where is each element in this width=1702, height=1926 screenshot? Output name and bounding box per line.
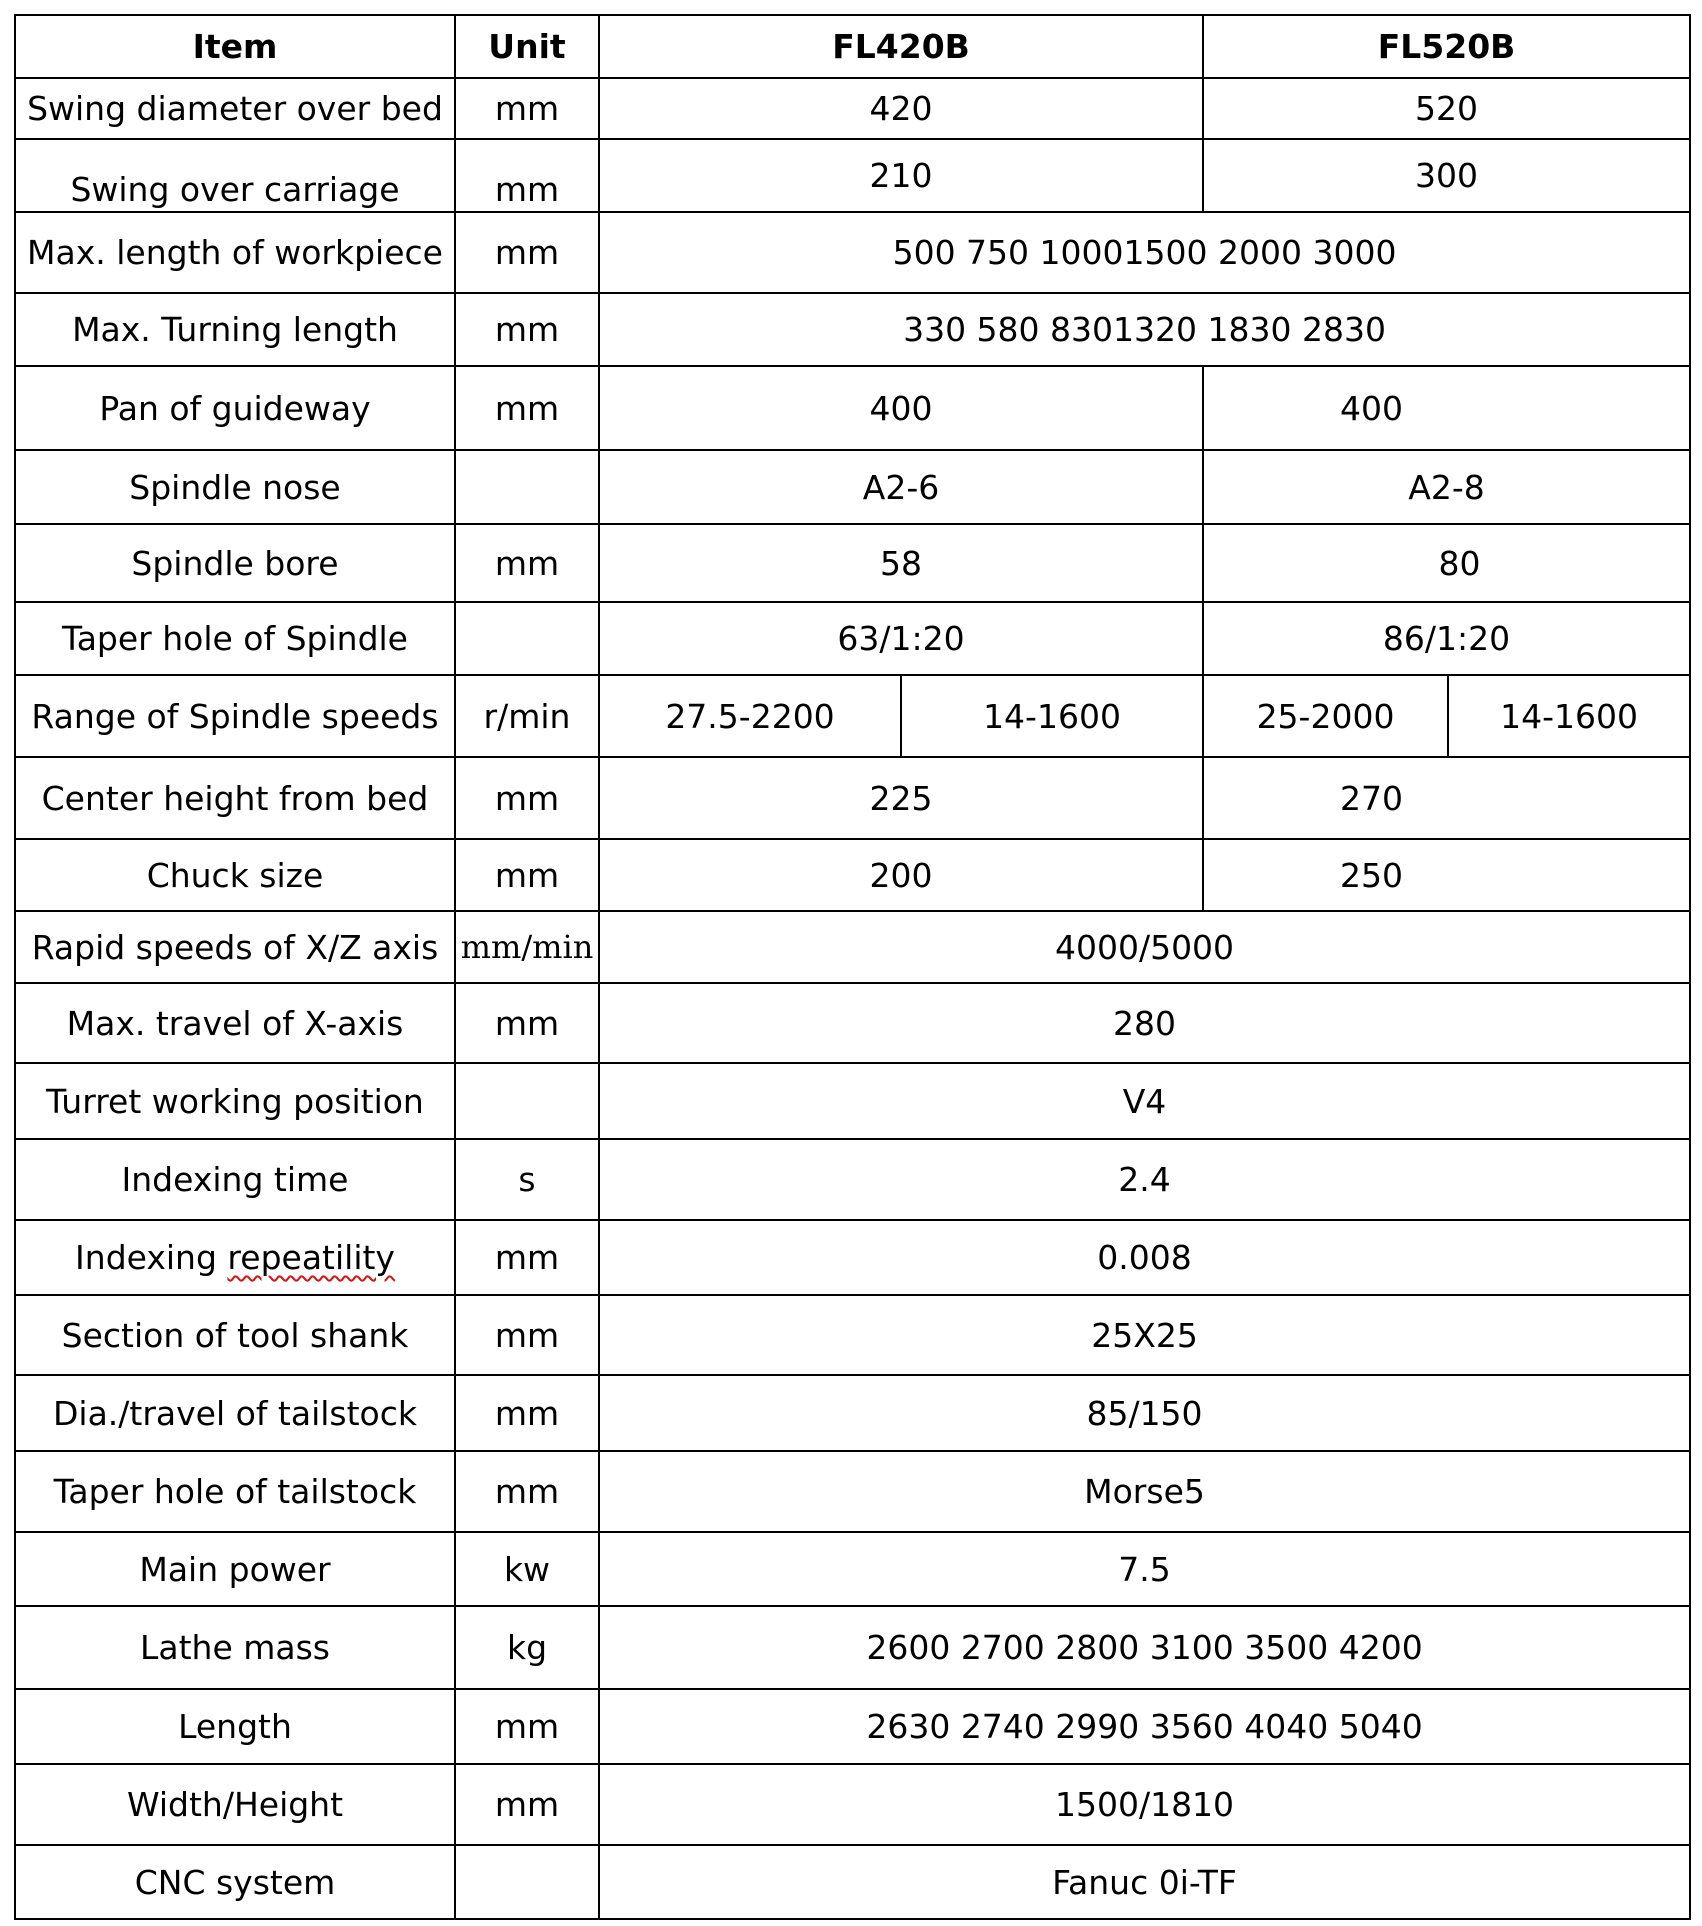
shared-value: 330 580 8301320 1830 2830 (599, 293, 1690, 366)
spellcheck-flagged-word: repeatility (227, 1238, 395, 1277)
table-row (15, 293, 1690, 366)
item-cell: Section of tool shank (15, 1295, 455, 1375)
item-cell: Spindle bore (15, 524, 455, 602)
table-row (15, 78, 1690, 139)
table-row (15, 1451, 1690, 1532)
table-row (15, 757, 1690, 839)
unit-cell: mm (455, 1220, 599, 1295)
unit-cell: mm (455, 293, 599, 366)
fl420b-speed-b: 14-1600 (901, 675, 1203, 757)
table-row (15, 1532, 1690, 1606)
table-row (15, 212, 1690, 293)
unit-cell: mm (455, 1689, 599, 1764)
unit-cell: mm/min (455, 911, 599, 983)
item-cell: Swing over carriage (15, 139, 455, 212)
unit-cell: kw (455, 1532, 599, 1606)
table-row (15, 839, 1690, 911)
shared-value: 1500/1810 (599, 1764, 1690, 1845)
item-cell: Taper hole of Spindle (15, 602, 455, 675)
fl520b-value: 80 (1203, 524, 1690, 602)
fl520b-speed-c: 25-2000 (1203, 675, 1448, 757)
unit-cell: mm (455, 524, 599, 602)
item-cell: CNC system (15, 1845, 455, 1919)
header-unit: Unit (455, 15, 599, 78)
header-model-fl520b: FL520B (1203, 15, 1690, 78)
fl520b-value: 270 (1203, 757, 1690, 839)
item-cell: Max. length of workpiece (15, 212, 455, 293)
table-row (15, 1764, 1690, 1845)
item-cell: Swing diameter over bed (15, 78, 455, 139)
table-row (15, 1375, 1690, 1451)
item-cell: Max. travel of X-axis (15, 983, 455, 1063)
unit-cell: mm (455, 1451, 599, 1532)
item-prefix: Indexing (75, 1238, 228, 1277)
table-row (15, 1689, 1690, 1764)
unit-cell: mm (455, 983, 599, 1063)
shared-value: Morse5 (599, 1451, 1690, 1532)
unit-cell: mm (455, 1764, 599, 1845)
unit-cell: mm (455, 139, 599, 212)
item-cell (15, 1220, 455, 1295)
table-row (15, 139, 1690, 212)
table-row (15, 602, 1690, 675)
table-row (15, 366, 1690, 450)
unit-cell: kg (455, 1606, 599, 1689)
item-cell: Main power (15, 1532, 455, 1606)
unit-cell: mm (455, 78, 599, 139)
item-cell: Length (15, 1689, 455, 1764)
unit-cell: s (455, 1139, 599, 1220)
fl420b-value: 58 (599, 524, 1203, 602)
unit-cell: mm (455, 757, 599, 839)
shared-value: 2.4 (599, 1139, 1690, 1220)
table-row (15, 450, 1690, 524)
item-cell: Indexing time (15, 1139, 455, 1220)
unit-cell (455, 1063, 599, 1139)
shared-value: 7.5 (599, 1532, 1690, 1606)
unit-cell: mm (455, 366, 599, 450)
item-cell: Taper hole of tailstock (15, 1451, 455, 1532)
shared-value: 25X25 (599, 1295, 1690, 1375)
table-row (15, 1063, 1690, 1139)
table-row (15, 1220, 1690, 1295)
unit-cell: mm (455, 1375, 599, 1451)
item-cell: Spindle nose (15, 450, 455, 524)
table-row (15, 1295, 1690, 1375)
header-model-fl420b: FL420B (599, 15, 1203, 78)
fl520b-value: 520 (1203, 78, 1690, 139)
shared-value: 4000/5000 (599, 911, 1690, 983)
item-cell: Rapid speeds of X/Z axis (15, 911, 455, 983)
shared-value: 2600 2700 2800 3100 3500 4200 (599, 1606, 1690, 1689)
fl520b-speed-d: 14-1600 (1448, 675, 1690, 757)
table-row (15, 1139, 1690, 1220)
fl420b-value: A2-6 (599, 450, 1203, 524)
item-cell: Width/Height (15, 1764, 455, 1845)
unit-cell (455, 450, 599, 524)
table-row (15, 983, 1690, 1063)
shared-value: 280 (599, 983, 1690, 1063)
unit-cell: mm (455, 212, 599, 293)
shared-value: 85/150 (599, 1375, 1690, 1451)
item-cell: Pan of guideway (15, 366, 455, 450)
fl420b-value: 400 (599, 366, 1203, 450)
fl520b-value: 86/1:20 (1203, 602, 1690, 675)
shared-value: Fanuc 0i-TF (599, 1845, 1690, 1919)
unit-cell (455, 1845, 599, 1919)
fl420b-speed-a: 27.5-2200 (599, 675, 901, 757)
unit-cell: mm (455, 839, 599, 911)
item-cell: Max. Turning length (15, 293, 455, 366)
item-cell: Turret working position (15, 1063, 455, 1139)
fl420b-value: 420 (599, 78, 1203, 139)
unit-cell: r/min (455, 675, 599, 757)
spec-table (14, 14, 1691, 1920)
table-row (15, 1845, 1690, 1919)
unit-cell (455, 602, 599, 675)
table-row (15, 675, 1690, 757)
fl420b-value: 63/1:20 (599, 602, 1203, 675)
item-cell: Range of Spindle speeds (15, 675, 455, 757)
shared-value: 2630 2740 2990 3560 4040 5040 (599, 1689, 1690, 1764)
shared-value: V4 (599, 1063, 1690, 1139)
table-row (15, 911, 1690, 983)
item-cell: Lathe mass (15, 1606, 455, 1689)
fl520b-value: 300 (1203, 139, 1690, 212)
fl520b-value: A2-8 (1203, 450, 1690, 524)
item-cell: Chuck size (15, 839, 455, 911)
unit-cell: mm (455, 1295, 599, 1375)
fl420b-value: 210 (599, 139, 1203, 212)
item-cell: Dia./travel of tailstock (15, 1375, 455, 1451)
fl520b-value: 400 (1203, 366, 1690, 450)
item-cell: Center height from bed (15, 757, 455, 839)
shared-value: 0.008 (599, 1220, 1690, 1295)
shared-value: 500 750 10001500 2000 3000 (599, 212, 1690, 293)
table-row (15, 524, 1690, 602)
fl520b-value: 250 (1203, 839, 1690, 911)
fl420b-value: 225 (599, 757, 1203, 839)
fl420b-value: 200 (599, 839, 1203, 911)
header-item: Item (15, 15, 455, 78)
header-row (15, 15, 1690, 78)
table-row (15, 1606, 1690, 1689)
